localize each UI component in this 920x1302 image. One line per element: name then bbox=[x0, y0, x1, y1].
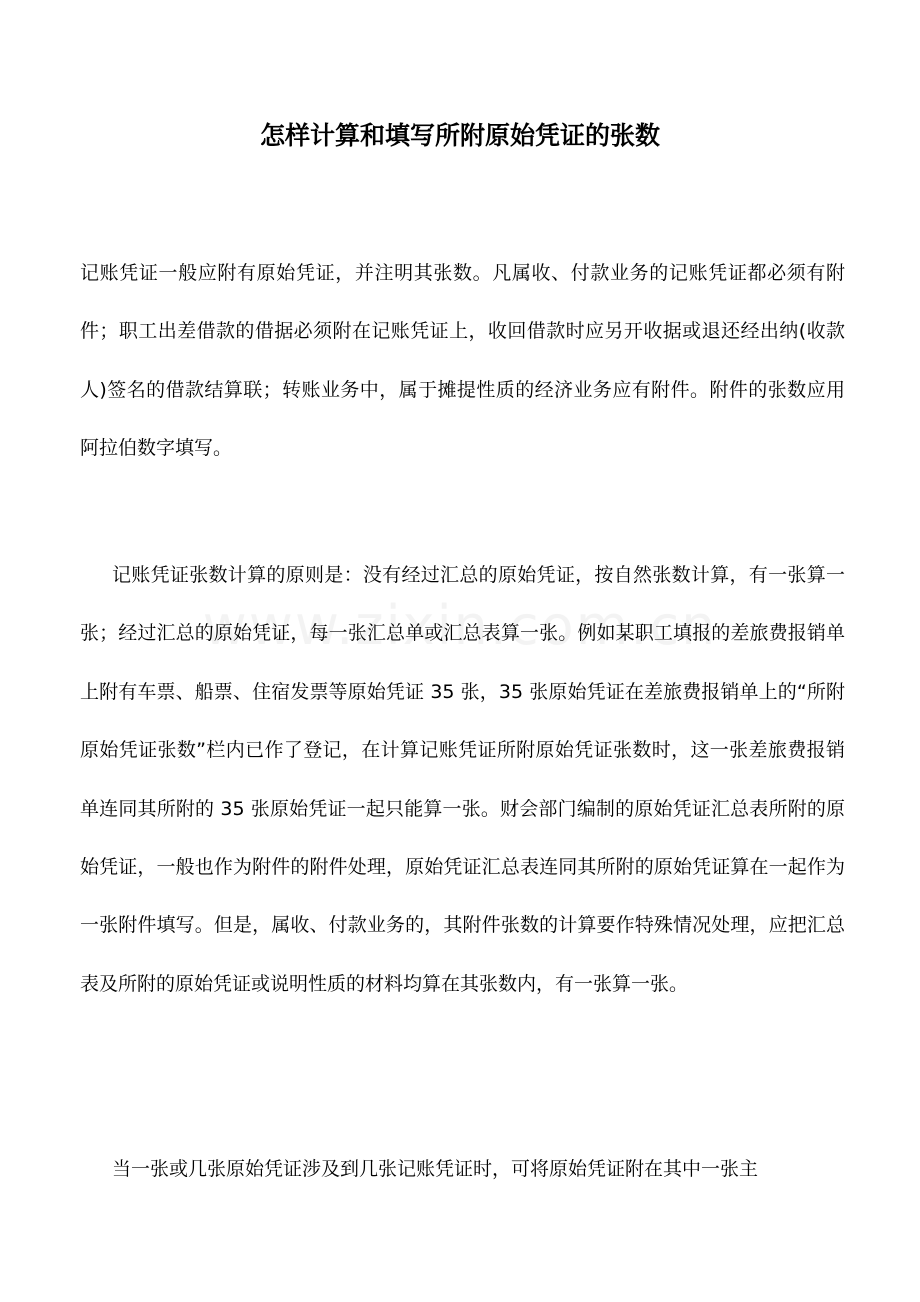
paragraph-3: 当一张或几张原始凭证涉及到几张记账凭证时，可将原始凭证附在其中一张主 bbox=[112, 1158, 759, 1180]
paragraph-2: 记账凭证张数计算的原则是：没有经过汇总的原始凭证，按自然张数计算，有一张算一张；经过汇总的原始凭证，每一张汇总单或汇总表算一张。例如某职工填报的差旅费报销单上附有车票、船票、住宿发票等原始凭证 35 张，35 张原始凭证在差旅费报销单上的“所附原始凭证张数”栏内已作了登记，在计算记账凭证所附原始凭证张数时，这一张差旅费报销单连同其所附的 35 张原始凭证一起只能算一张。财会部门编制的原始凭证汇总表所附的原始凭证，一般也作为附件的附件处理，原始凭证汇总表连同其所附的原始凭证算在一起作为一张附件填写。但是，属收、付款业务的，其附件张数的计算要作特殊情况处理，应把汇总表及所附的原始凭证或说明性质的材料均算在其张数内，有一张算一张。 bbox=[80, 564, 845, 995]
paragraph-1: 记账凭证一般应附有原始凭证，并注明其张数。凡属收、付款业务的记账凭证都必须有附件；职工出差借款的借据必须附在记账凭证上，收回借款时应另开收据或退还经出纳(收款人)签名的借款结算联；转账业务中，属于摊提性质的经济业务应有附件。附件的张数应用阿拉伯数字填写。 bbox=[80, 262, 845, 460]
document-title: 怎样计算和填写所附原始凭证的张数 bbox=[259, 121, 660, 150]
